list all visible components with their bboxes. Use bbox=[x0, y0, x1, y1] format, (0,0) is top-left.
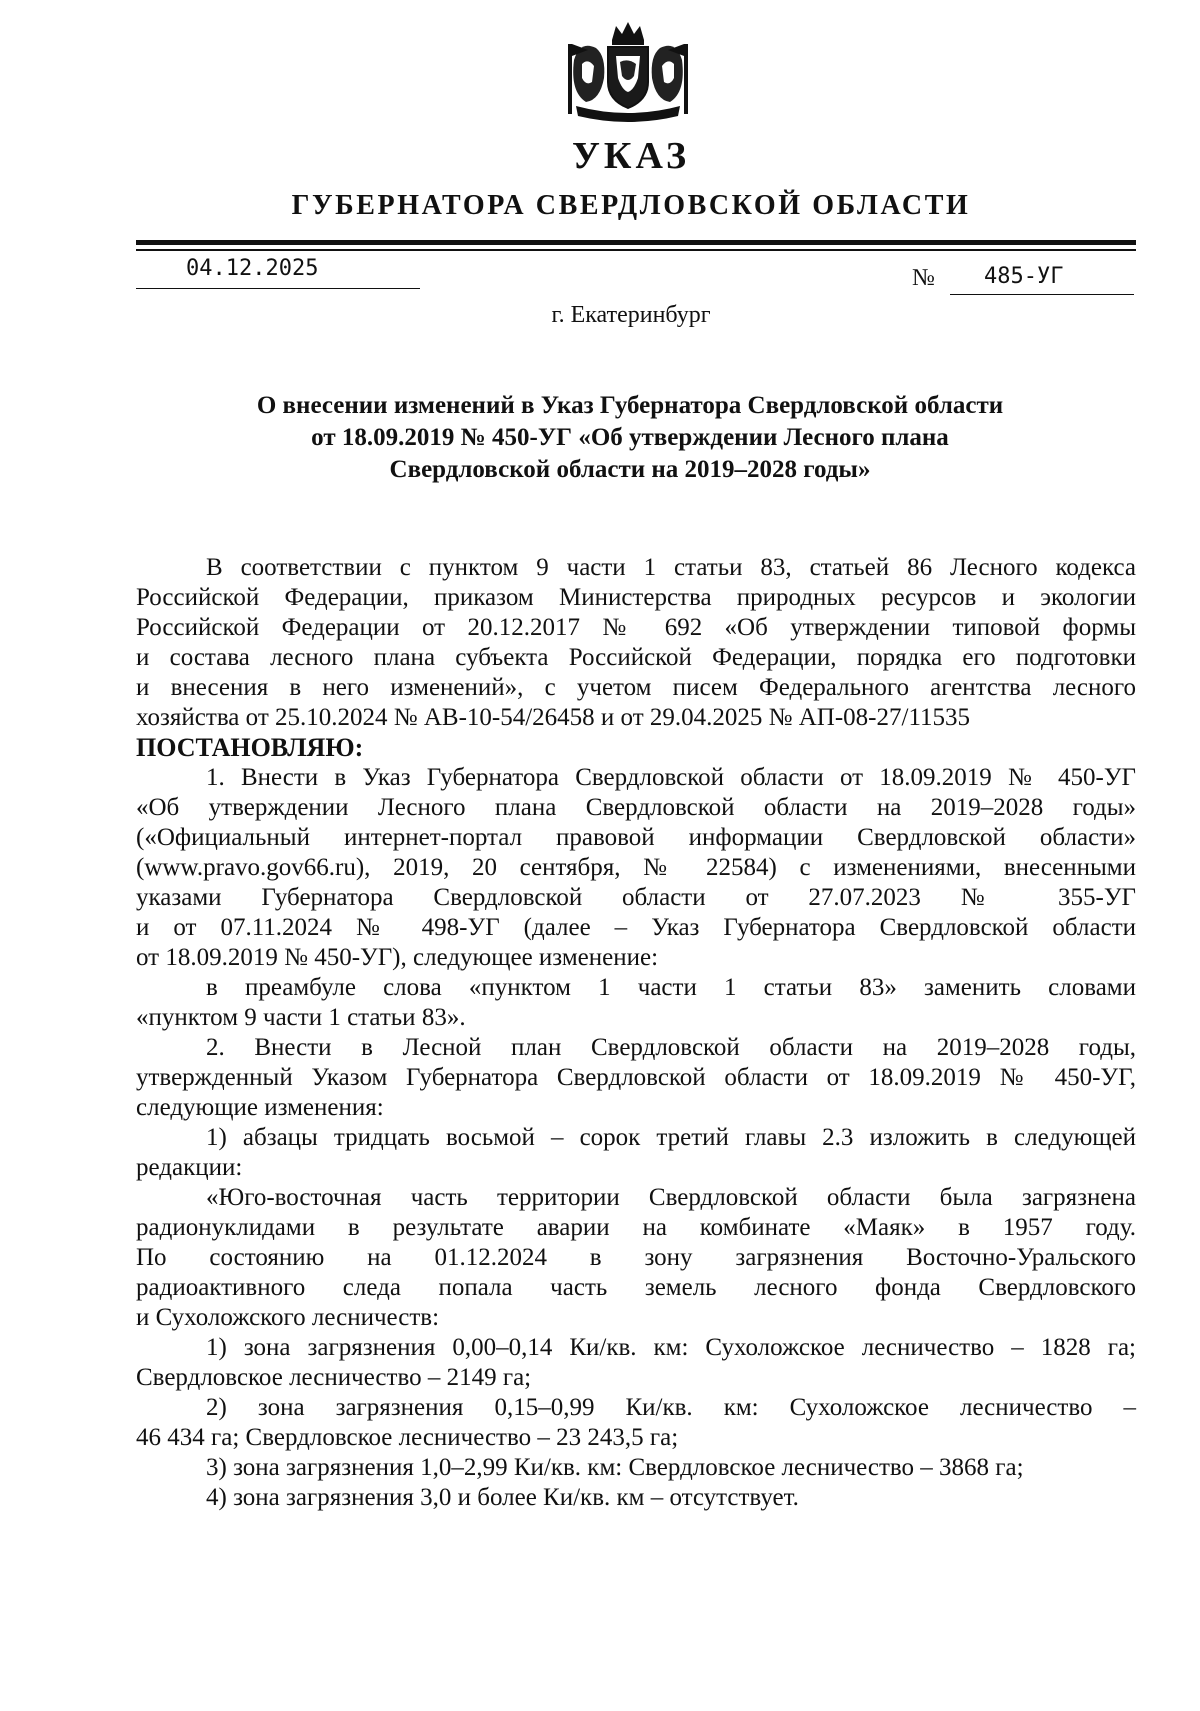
body-line: и внесения в него изменений», с учетом писем Федерального агентства лесного bbox=[136, 674, 1136, 701]
body-line: По состоянию на 01.12.2024 в зону загрязнения Восточно-Уральского bbox=[136, 1244, 1136, 1271]
body-line: радиоактивного следа попала часть земель лесного фонда Свердловского bbox=[136, 1274, 1136, 1301]
body-line: («Официальный интернет-портал правовой информации Свердловской области» bbox=[136, 824, 1136, 851]
body-line: 1) зона загрязнения 0,00–0,14 Ки/кв. км: Сухоложское лесничество – 1828 га; bbox=[206, 1334, 1136, 1361]
body-line: «пунктом 9 части 1 статьи 83». bbox=[136, 1004, 466, 1031]
body-line: Свердловское лесничество – 2149 га; bbox=[136, 1364, 532, 1391]
body-line: (www.pravo.gov66.ru), 2019, 20 сентября, № 22584) с изменениями, внесенными bbox=[136, 854, 1136, 881]
body-line: и от 07.11.2024 № 498-УГ (далее – Указ Губернатора Свердловской области bbox=[136, 914, 1136, 941]
body-line: 4) зона загрязнения 3,0 и более Ки/кв. км – отсутствует. bbox=[206, 1484, 799, 1511]
header-divider-thin bbox=[136, 249, 1136, 251]
body-line: в преамбуле слова «пунктом 1 части 1 статьи 83» заменить словами bbox=[206, 974, 1136, 1001]
body-line: 2. Внести в Лесной план Свердловской области на 2019–2028 годы, bbox=[206, 1034, 1136, 1061]
body-line: редакции: bbox=[136, 1154, 243, 1181]
document-number: 485-УГ bbox=[984, 264, 1064, 289]
body-line: следующие изменения: bbox=[136, 1094, 384, 1121]
body-line: Российской Федерации, приказом Министерства природных ресурсов и экологии bbox=[136, 584, 1136, 611]
body-line: и состава лесного плана субъекта Российской Федерации, порядка его подготовки bbox=[136, 644, 1136, 671]
body-line: указами Губернатора Свердловской области от 27.07.2023 № 355-УГ bbox=[136, 884, 1136, 911]
body-line: от 18.09.2019 № 450-УГ), следующее изменение: bbox=[136, 944, 659, 971]
body-line: 1) абзацы тридцать восьмой – сорок третий главы 2.3 изложить в следующей bbox=[206, 1124, 1136, 1151]
title-line: О внесении изменений в Указ Губернатора Свердловской области bbox=[256, 392, 1004, 419]
title-line: Свердловской области на 2019–2028 годы» bbox=[389, 456, 871, 483]
body-line: Российской Федерации от 20.12.2017 № 692 «Об утверждении типовой формы bbox=[136, 614, 1136, 641]
body-line: 3) зона загрязнения 1,0–2,99 Ки/кв. км: Свердловское лесничество – 3868 га; bbox=[206, 1454, 1024, 1481]
coat-of-arms-icon bbox=[560, 20, 696, 130]
body-line: радионуклидами в результате аварии на комбинате «Маяк» в 1957 году. bbox=[136, 1214, 1136, 1241]
body-line: утвержденный Указом Губернатора Свердловской области от 18.09.2019 № 450-УГ, bbox=[136, 1064, 1136, 1091]
document-title bbox=[190, 390, 1070, 486]
body-line: хозяйства от 25.10.2024 № АВ-10-54/26458 и от 29.04.2025 № АП-08-27/11535 bbox=[136, 704, 971, 731]
document-date: 04.12.2025 bbox=[186, 256, 319, 281]
body-line: 46 434 га; Свердловское лесничество – 23 243,5 га; bbox=[136, 1424, 679, 1451]
decree-operative-word: ПОСТАНОВЛЯЮ: bbox=[136, 733, 364, 762]
body-line: 1. Внести в Указ Губернатора Свердловской области от 18.09.2019 № 450-УГ bbox=[206, 764, 1136, 791]
header-divider bbox=[136, 240, 1136, 245]
number-sign: № bbox=[912, 265, 935, 291]
place-of-issue: г. Екатеринбург bbox=[551, 302, 711, 328]
body-line: В соответствии с пунктом 9 части 1 статьи 83, статьей 86 Лесного кодекса bbox=[206, 554, 1136, 581]
body-line: «Об утверждении Лесного плана Свердловской области на 2019–2028 годы» bbox=[136, 794, 1136, 821]
date-underline bbox=[136, 288, 420, 289]
number-underline bbox=[950, 294, 1134, 295]
issuing-authority: ГУБЕРНАТОРА СВЕРДЛОВСКОЙ ОБЛАСТИ bbox=[291, 190, 971, 221]
document-type: УКАЗ bbox=[572, 135, 690, 177]
body-line: 2) зона загрязнения 0,15–0,99 Ки/кв. км: Сухоложское лесничество – bbox=[206, 1394, 1136, 1421]
body-line: «Юго-восточная часть территории Свердловской области была загрязнена bbox=[206, 1184, 1136, 1211]
body-line: и Сухоложского лесничеств: bbox=[136, 1304, 440, 1331]
document-body bbox=[136, 553, 1136, 1513]
title-line: от 18.09.2019 № 450-УГ «Об утверждении Лесного плана bbox=[311, 424, 949, 451]
